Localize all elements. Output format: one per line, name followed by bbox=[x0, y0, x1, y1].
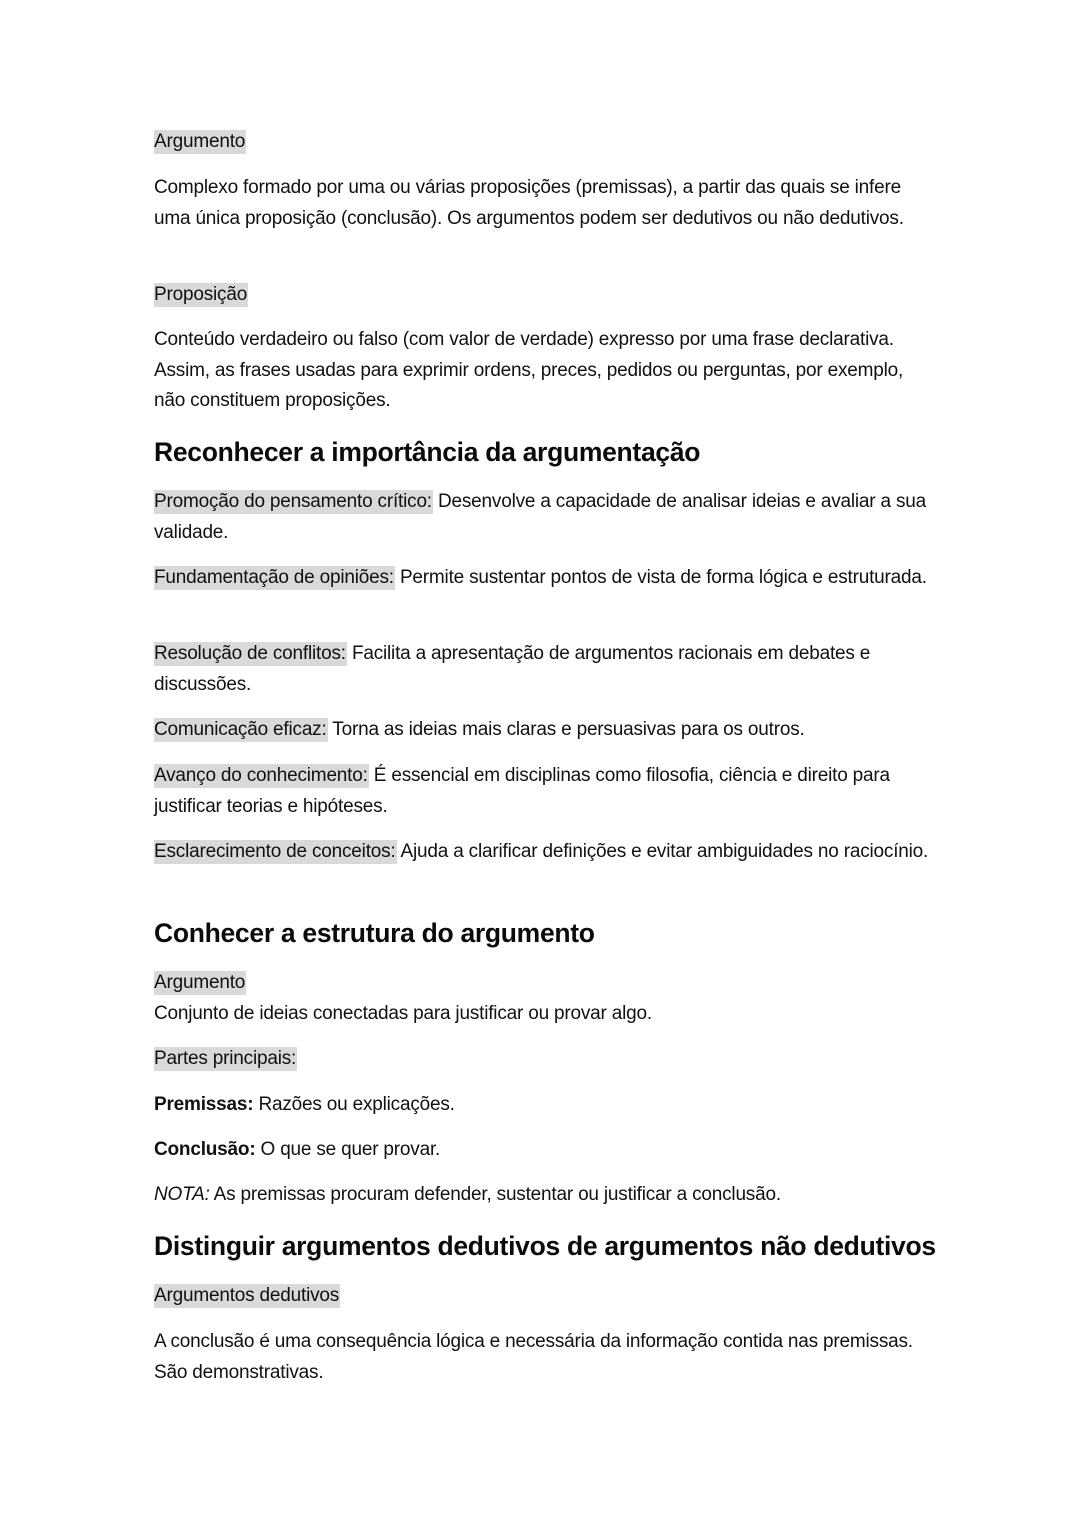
importance-item bbox=[154, 563, 934, 594]
part-conclusao bbox=[154, 1135, 934, 1166]
item-text: Facilita a apresentação de argumentos racionais em debates e discussões. bbox=[154, 643, 871, 695]
term-argumento bbox=[154, 127, 934, 158]
definition-argumento: Complexo formado por uma ou várias proposições (premissas), a partir das quais se infere uma única proposição (conclusão). Os argumentos podem ser dedutivos ou não dedutivos. bbox=[154, 177, 904, 229]
note-text: As premissas procuram defender, sustentar ou justificar a conclusão. bbox=[209, 1184, 781, 1205]
part-label: Conclusão: bbox=[154, 1139, 256, 1160]
heading-importancia-argumentacao: Reconhecer a importância da argumentação bbox=[154, 437, 701, 467]
parts-label bbox=[154, 1044, 934, 1075]
definition-argumento-estrutura: Conjunto de ideias conectadas para justificar ou provar algo. bbox=[154, 1003, 652, 1024]
item-label: Comunicação eficaz: bbox=[154, 719, 327, 740]
definition-proposicao: Conteúdo verdadeiro ou falso (com valor de verdade) expresso por uma frase declarativa. Assim, as frases usadas para exprimir ordens, preces, pedidos ou perguntas, por exemplo, não constituem proposições. bbox=[154, 329, 904, 411]
item-text: Ajuda a clarificar definições e evitar ambiguidades no raciocínio. bbox=[396, 841, 929, 862]
heading-estrutura-argumento: Conhecer a estrutura do argumento bbox=[154, 918, 595, 948]
note-label: NOTA: bbox=[154, 1184, 210, 1205]
term-label: Argumento bbox=[154, 972, 246, 993]
part-text: Razões ou explicações. bbox=[253, 1094, 455, 1115]
item-label: Promoção do pensamento crítico: bbox=[154, 491, 432, 512]
item-text: Permite sustentar pontos de vista de forma lógica e estruturada. bbox=[394, 567, 927, 588]
term-proposicao bbox=[154, 280, 934, 311]
part-label: Premissas: bbox=[154, 1094, 254, 1115]
importance-item bbox=[154, 715, 934, 746]
item-text: É essencial em disciplinas como filosofia, ciência e direito para justificar teorias e hipóteses. bbox=[154, 765, 890, 817]
term-label: Argumentos dedutivos bbox=[154, 1285, 340, 1306]
term-label: Proposição bbox=[154, 284, 248, 305]
definition-argumentos-dedutivos: A conclusão é uma consequência lógica e necessária da informação contida nas premissas. São demonstrativas. bbox=[154, 1331, 913, 1383]
term-argumentos-dedutivos bbox=[154, 1281, 934, 1312]
part-text: O que se quer provar. bbox=[255, 1139, 441, 1160]
term-label: Argumento bbox=[154, 131, 246, 152]
importance-item bbox=[154, 761, 934, 822]
note bbox=[154, 1180, 934, 1211]
item-text: Desenvolve a capacidade de analisar ideias e avaliar a sua validade. bbox=[154, 491, 926, 543]
importance-item bbox=[154, 487, 934, 548]
importance-item bbox=[154, 639, 934, 700]
item-text: Torna as ideias mais claras e persuasivas para os outros. bbox=[327, 719, 805, 740]
part-premissas bbox=[154, 1090, 934, 1121]
parts-label-text: Partes principais: bbox=[154, 1048, 297, 1069]
item-label: Avanço do conhecimento: bbox=[154, 765, 368, 786]
term-argumento-estrutura bbox=[154, 968, 934, 999]
heading-dedutivos-nao-dedutivos: Distinguir argumentos dedutivos de argumentos não dedutivos bbox=[154, 1231, 936, 1261]
item-label: Resolução de conflitos: bbox=[154, 643, 346, 664]
importance-item bbox=[154, 837, 934, 868]
item-label: Esclarecimento de conceitos: bbox=[154, 841, 396, 862]
item-label: Fundamentação de opiniões: bbox=[154, 567, 394, 588]
